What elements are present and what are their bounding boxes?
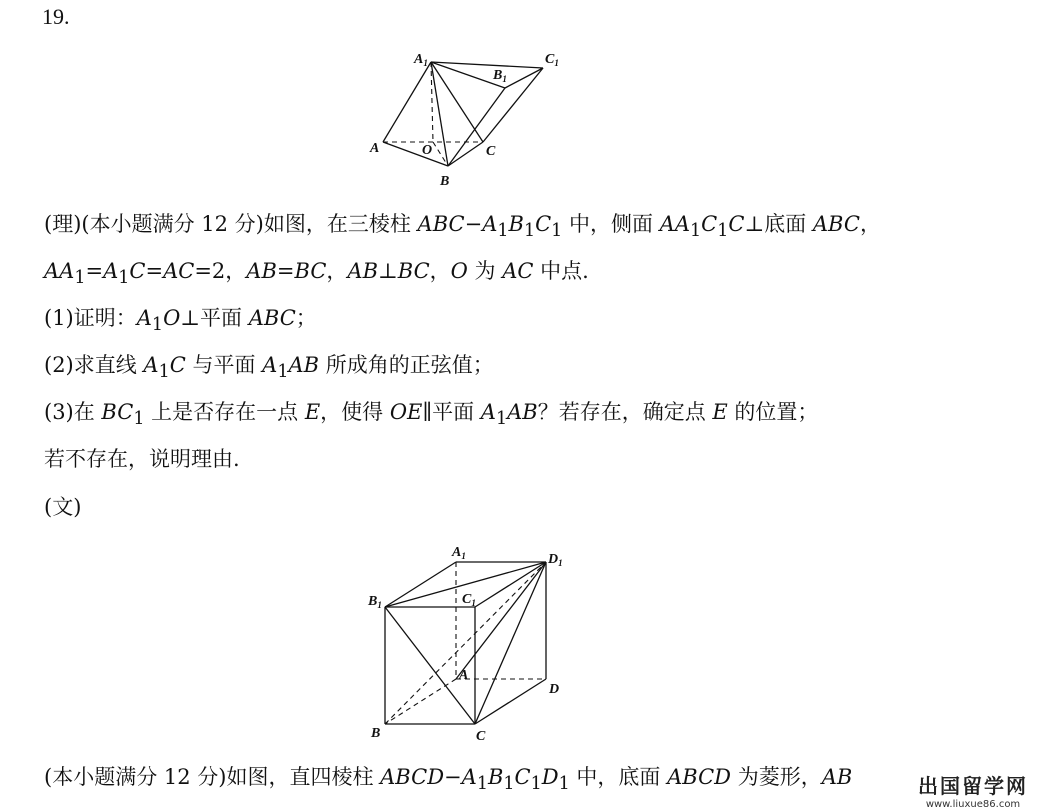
label-d: D (549, 682, 560, 697)
label-a1-sub: 1 (423, 58, 428, 68)
theory-problem-line-1: (理)(本小题满分 12 分)如图，在三棱柱 $ABC-A_1B_1C_1$ 中，侧面 $AA_1C_1C\perp$底面 ABC， (44, 212, 881, 242)
label-c1-2: $C_1$ (462, 592, 476, 608)
watermark (918, 770, 1028, 810)
label-c-2: C (476, 729, 486, 744)
watermark-url: www.liuxue86.com (925, 799, 1021, 810)
watermark-text: 出国留学网 (918, 774, 1028, 798)
question-number: 19. (42, 4, 70, 29)
arts-problem-line-1: (本小题满分 12 分)如图，直四棱柱 $ABCD-A_1B_1C_1D_1$ 中，底面 ABCD 为菱形，AB (44, 765, 853, 795)
label-a1-2: $A_1$ (452, 545, 466, 561)
label-o: O (422, 143, 433, 158)
arts-heading: (文) (44, 495, 82, 519)
prism-figure (360, 40, 590, 195)
label-a: A (370, 141, 380, 156)
label-b1: $B_1$ (493, 68, 507, 84)
label-c1: $C_1$ (545, 52, 559, 68)
theory-problem-line-2: $AA_1=A_1C=AC=2$，AB=BC，AB⊥BC，O 为 AC 中点. (44, 259, 589, 289)
cube-figure (365, 540, 580, 745)
label-b1-2: $B_1$ (368, 594, 382, 610)
theory-part-3: (3)在 $BC_1$ 上是否存在一点 E，使得 OE∥平面 $A_1AB$？若存在，确定点 E 的位置； (44, 400, 819, 430)
theory-part-3-cont: 若不存在，说明理由. (44, 447, 240, 471)
label-c: C (486, 144, 496, 159)
theory-part-1: (1)证明：$A_1O\perp$平面 ABC； (44, 306, 317, 336)
label-b: B (440, 174, 450, 189)
theory-part-2: (2)求直线 $A_1C$ 与平面 $A_1AB$ 所成角的正弦值； (44, 353, 494, 383)
label-a1: $A_1$ (414, 52, 428, 68)
label-b-2: B (371, 726, 381, 741)
label-a-2: A (459, 668, 469, 683)
label-d1: $D_1$ (548, 552, 563, 568)
